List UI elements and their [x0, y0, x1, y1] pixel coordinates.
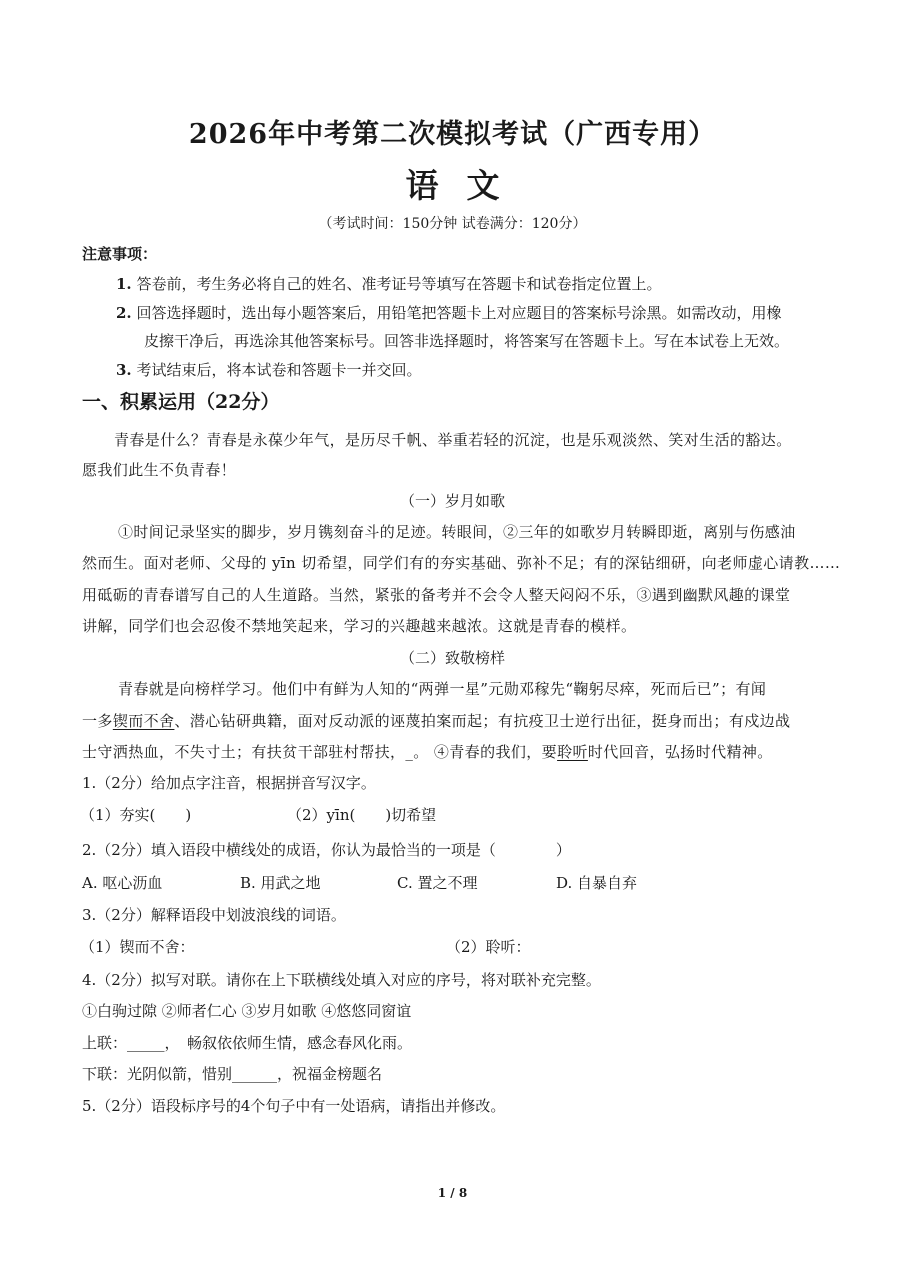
question-1-stem: 1.（2分）给加点字注音，根据拼音写汉字。	[82, 774, 376, 792]
subject-title: 语文	[405, 166, 528, 205]
text-segment: 、潜心钻研典籍，面对反动派的诬蔑拍案而起；有抗疫卫士逆行出征，挺身而出；有戍边战	[174, 712, 791, 730]
note-number: 1.	[116, 275, 132, 293]
part2-line-1: 青春就是向榜样学习。他们中有鲜为人知的“两弹一星”元勋邓稼先“鞠躬尽瘁，死而后已”；有闻	[118, 680, 767, 698]
question-5-stem: 5.（2分）语段标序号的4个句子中有一处语病，请指出并修改。	[82, 1097, 506, 1115]
wavy-underlined-word: 锲而不舍	[112, 712, 175, 730]
page-number: 1 / 8	[437, 1186, 468, 1200]
wavy-underlined-word: 聆听	[557, 743, 588, 761]
part2-line-3	[82, 742, 773, 762]
question-2-stem: 2.（2分）填入语段中横线处的成语，你认为最恰当的一项是（ ）	[82, 841, 571, 859]
part1-line-1: ①时间记录坚实的脚步，岁月镌刻奋斗的足迹。转眼间，②三年的如歌岁月转瞬即逝，离别与伤感油	[118, 523, 796, 541]
question-4-stem: 4.（2分）拟写对联。请你在上下联横线处填入对应的序号，将对联补充完整。	[82, 971, 601, 989]
text-segment: 一多	[82, 712, 113, 730]
question-2-option-b: B. 用武之地	[240, 874, 321, 892]
text-segment: 时代回音，弘扬时代精神。	[587, 743, 773, 761]
exam-title: 2026年中考第二次模拟考试（广西专用）	[188, 119, 717, 150]
part2-heading: （二）致敬榜样	[399, 649, 505, 667]
question-3-part-b: （2）聆听：	[446, 938, 531, 956]
text-segment: 士守洒热血，不失寸土；有扶贫干部驻村帮扶，_。 ④青春的我们，要	[82, 743, 558, 761]
part1-line-3: 用砥砺的青春谱写自己的人生道路。当然，紧张的备考并不会令人整天闷闷不乐，③遇到幽默风趣的课堂	[82, 586, 791, 604]
question-2-option-d: D. 自暴自弃	[556, 874, 638, 892]
part1-line-4: 讲解，同学们也会忍俊不禁地笑起来，学习的兴趣越来越浓。这就是青春的模样。	[82, 617, 637, 635]
part1-line-2: 然而生。面对老师、父母的 yīn 切希望，同学们有的夯实基础、弥补不足；有的深钻细研，向老师虚心请教……	[82, 554, 841, 572]
question-2-option-a: A. 呕心沥血	[82, 874, 163, 892]
question-4-choices: ①白驹过隙 ②师者仁心 ③岁月如歌 ④悠悠同窗谊	[82, 1002, 412, 1020]
intro-line-1: 青春是什么？青春是永葆少年气，是历尽千帆、举重若轻的沉淀，也是乐观淡然、笑对生活的豁达。	[114, 431, 792, 449]
question-3-stem: 3.（2分）解释语段中划波浪线的词语。	[82, 906, 346, 924]
note-text: 答卷前，考生务必将自己的姓名、准考证号等填写在答题卡和试卷指定位置上。	[136, 275, 662, 293]
question-3-part-a: （1）锲而不舍：	[80, 938, 195, 956]
question-1-part-b: （2）yīn( )切希望	[287, 806, 437, 824]
part2-line-2	[82, 711, 790, 731]
notes-heading: 注意事项：	[82, 245, 158, 263]
question-1-part-a: （1）夯实( )	[80, 806, 192, 824]
note-item-3	[116, 360, 421, 380]
note-item-2-continued: 皮擦干净后，再选涂其他答案标号。回答非选择题时，将答案写在答题卡上。写在本试卷上无效。	[144, 332, 790, 350]
note-item-1	[116, 274, 661, 294]
question-4-upper-couplet: 上联：_____， 畅叙依依师生情，感念春风化雨。	[82, 1034, 413, 1052]
note-item-2	[116, 303, 781, 323]
note-number: 3.	[116, 361, 132, 379]
question-2-option-c: C. 置之不理	[397, 874, 478, 892]
exam-info: （考试时间：150分钟 试卷满分：120分）	[318, 216, 587, 232]
note-text: 考试结束后，将本试卷和答题卡一并交回。	[136, 361, 422, 379]
part1-heading: （一）岁月如歌	[399, 492, 505, 510]
section-heading: 一、积累运用（22分）	[82, 391, 280, 413]
note-number: 2.	[116, 304, 132, 322]
note-text: 回答选择题时，选出每小题答案后，用铅笔把答题卡上对应题目的答案标号涂黑。如需改动，用橡	[136, 304, 782, 322]
question-4-lower-couplet: 下联：光阴似箭，惜别______，祝福金榜题名	[82, 1065, 383, 1083]
intro-line-2: 愿我们此生不负青春！	[82, 461, 237, 479]
